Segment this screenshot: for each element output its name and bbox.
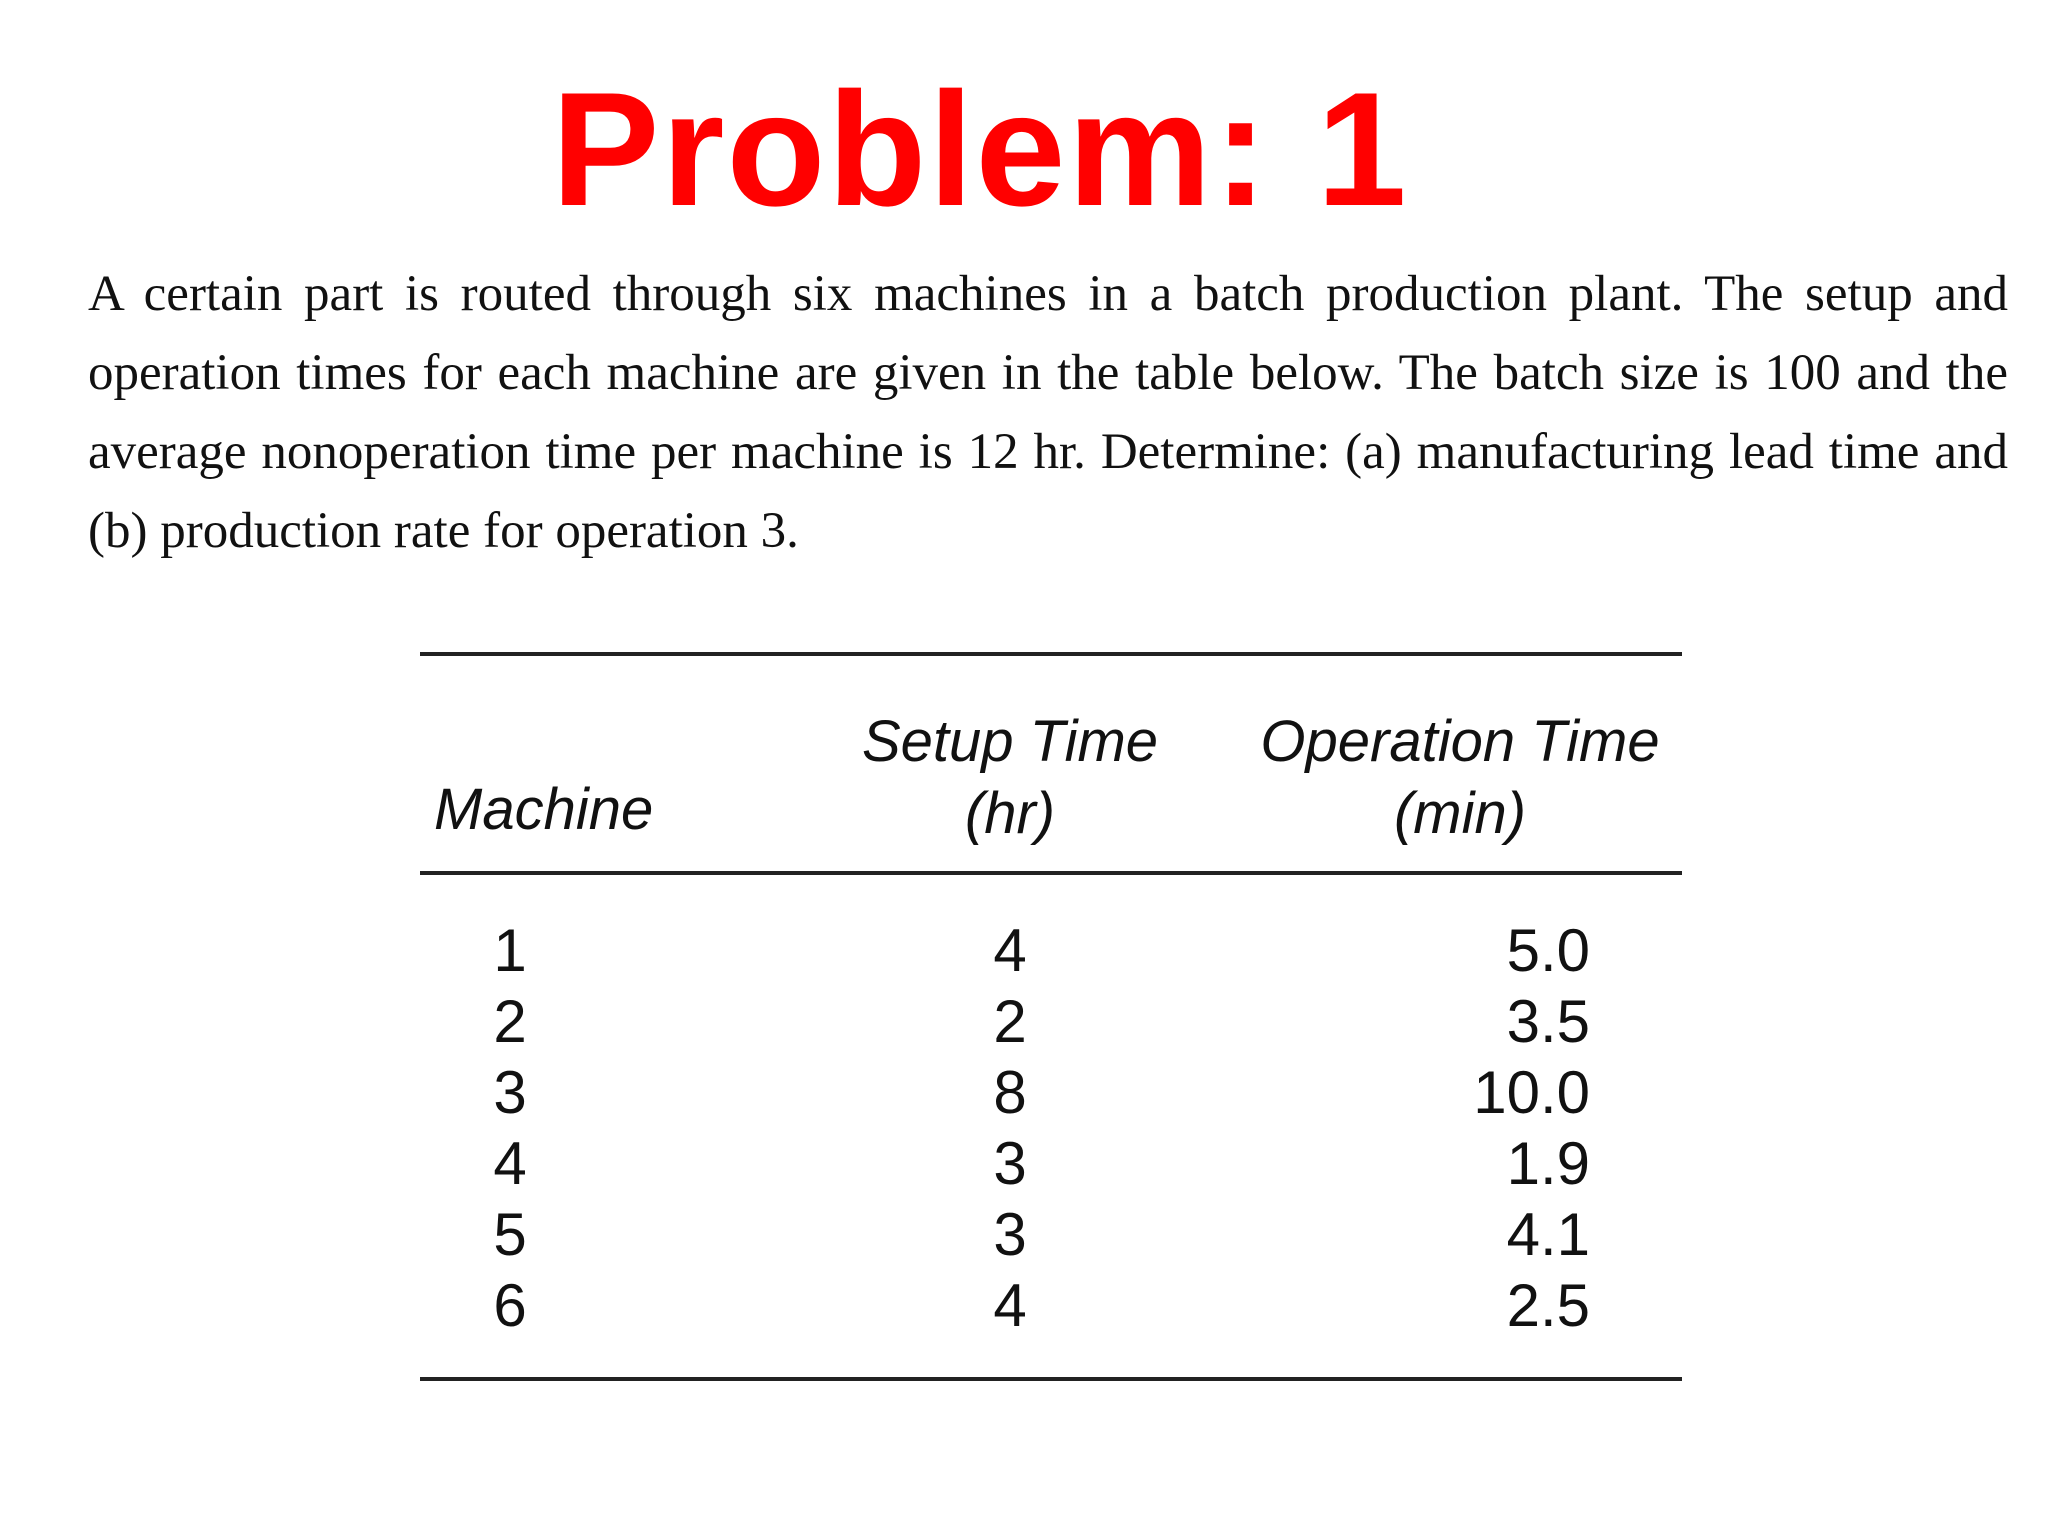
cell-operation-time: 1.9 xyxy=(1506,1130,1590,1197)
header-operation-line2: (min) xyxy=(1393,781,1527,846)
cell-setup-time: 2 xyxy=(993,988,1027,1055)
cell-operation-time: 4.1 xyxy=(1506,1201,1590,1268)
cell-setup-time: 3 xyxy=(993,1130,1027,1197)
machine-times-table xyxy=(420,650,1682,1381)
header-setup-line1: Setup Time xyxy=(861,709,1159,774)
cell-setup-time: 4 xyxy=(993,1272,1027,1339)
table-bottom-rule xyxy=(420,1377,1682,1381)
table-row xyxy=(420,915,1682,986)
cell-machine: 2 xyxy=(493,988,527,1055)
cell-setup-time: 8 xyxy=(993,1059,1027,1126)
problem-title: Problem: 1 xyxy=(551,59,1409,240)
cell-operation-time: 10.0 xyxy=(1473,1059,1590,1126)
cell-machine: 6 xyxy=(493,1272,527,1339)
header-setup-line2: (hr) xyxy=(964,781,1056,846)
header-machine xyxy=(434,774,653,846)
table-row xyxy=(420,1128,1682,1199)
problem-statement: A certain part is routed through six machines in a batch production plant. The setup and operation times for each machine are given in the table below. The batch size is 100 and the average nonoperation time per machine is 12 hr. Determine: (a) manufacturing lead time and (b) production rate for operation 3. xyxy=(88,266,2008,559)
table-row xyxy=(420,986,1682,1057)
cell-setup-time: 3 xyxy=(993,1201,1027,1268)
table-row xyxy=(420,1270,1682,1341)
cell-machine: 3 xyxy=(493,1059,527,1126)
header-machine-label: Machine xyxy=(434,777,654,842)
header-setup-time xyxy=(800,706,1220,850)
table-row xyxy=(420,1199,1682,1270)
table-body xyxy=(420,875,1682,1377)
cell-machine: 5 xyxy=(493,1201,527,1268)
cell-operation-time: 5.0 xyxy=(1506,917,1590,984)
cell-setup-time: 4 xyxy=(993,917,1027,984)
header-operation-line1: Operation Time xyxy=(1260,709,1660,774)
table-row xyxy=(420,1057,1682,1128)
header-operation-time xyxy=(1250,706,1670,850)
cell-operation-time: 2.5 xyxy=(1506,1272,1590,1339)
cell-operation-time: 3.5 xyxy=(1506,988,1590,1055)
cell-machine: 4 xyxy=(493,1130,527,1197)
cell-machine: 1 xyxy=(493,917,527,984)
table-header xyxy=(420,656,1682,871)
